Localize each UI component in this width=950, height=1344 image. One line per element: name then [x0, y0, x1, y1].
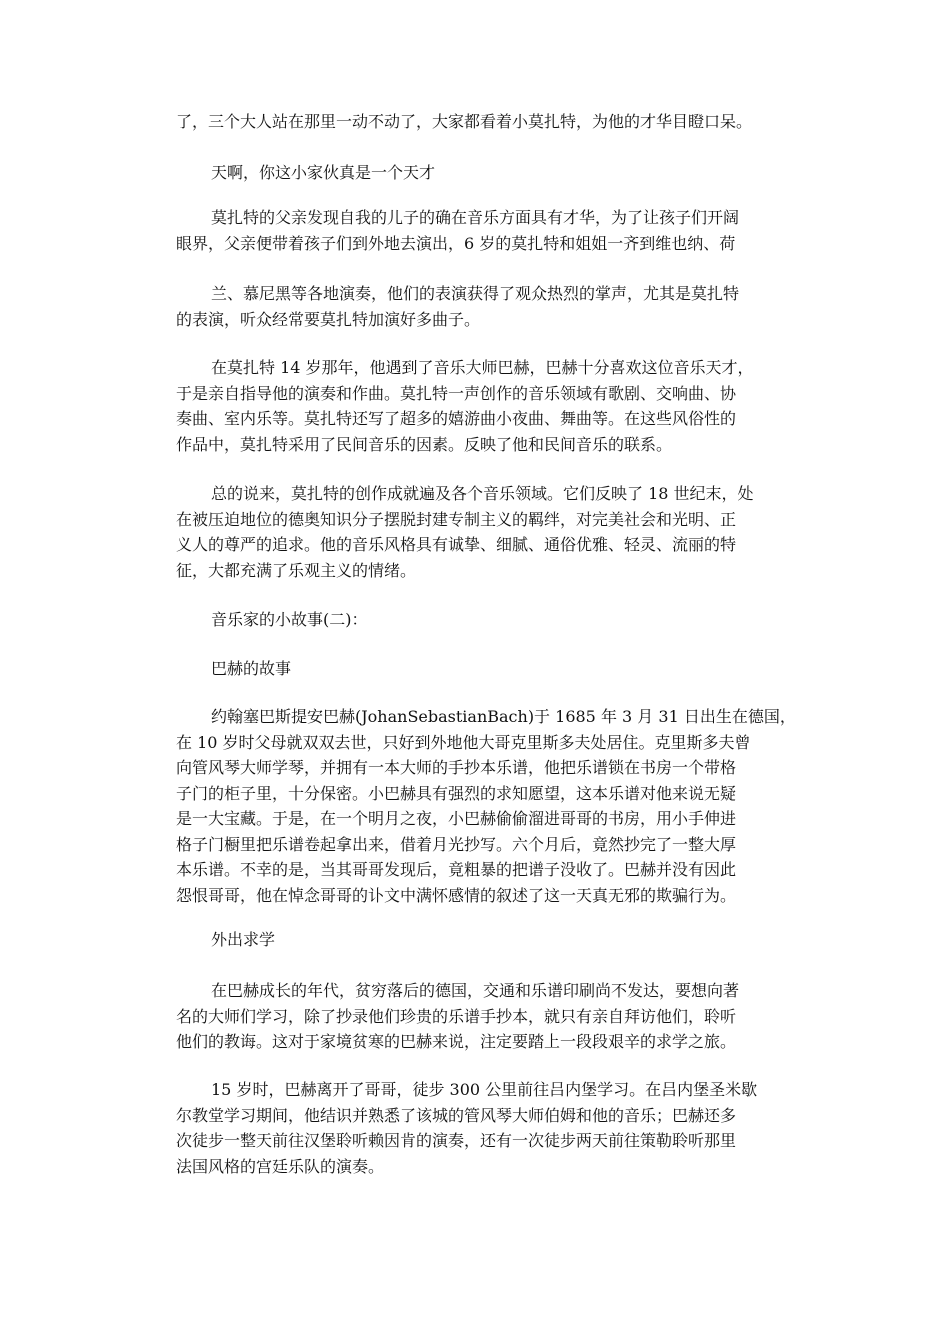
text-line: 本乐谱。不幸的是，当其哥哥发现后，竟粗暴的把谱子没收了。巴赫并没有因此 [176, 860, 737, 879]
paragraph [176, 656, 796, 682]
text-line: 征，大都充满了乐观主义的情绪。 [176, 560, 417, 580]
text-line: 在巴赫成长的年代，贫穷落后的德国，交通和乐谱印刷尚不发达，要想向著 [211, 981, 740, 1000]
text-line: 天啊，你这小家伙真是一个天才 [211, 163, 436, 182]
paragraph [176, 927, 796, 953]
paragraph [176, 205, 796, 256]
paragraph [176, 355, 796, 457]
paragraph [176, 160, 796, 186]
text-line: 向管风琴大师学琴，并拥有一本大师的手抄本乐谱，他把乐谱锁在书房一个带格 [176, 758, 737, 777]
text-line: 义人的尊严的追求。他的音乐风格具有诚挚、细腻、通俗优雅、轻灵、流丽的特 [176, 535, 737, 554]
text-line: 尔教堂学习期间，他结识并熟悉了该城的管风琴大师伯姆和他的音乐；巴赫还多 [176, 1105, 737, 1125]
text-line: 子门的柜子里，十分保密。小巴赫具有强烈的求知愿望，这本乐谱对他来说无疑 [176, 783, 737, 803]
text-line: 了，三个大人站在那里一动不动了，大家都看着小莫扎特，为他的才华目瞪口呆。 [176, 112, 753, 131]
text-line: 是一大宝藏。于是，在一个明月之夜，小巴赫偷偷溜进哥哥的书房，用小手伸进 [176, 809, 737, 828]
text-line: 奏曲、室内乐等。莫扎特还写了超多的嬉游曲小夜曲、舞曲等。在这些风俗性的 [176, 409, 737, 428]
text-line: 外出求学 [211, 930, 276, 949]
paragraph [176, 481, 796, 583]
paragraph [176, 978, 796, 1055]
text-line: 音乐家的小故事(二)： [211, 610, 368, 629]
text-line: 约翰塞巴斯提安巴赫(JohanSebastianBach)于 1685 年 3 月 31 日出生在德国， [211, 707, 796, 726]
text-line: 15 岁时，巴赫离开了哥哥，徒步 300 公里前往吕内堡学习。在吕内堡圣米歇 [211, 1080, 758, 1099]
text-line: 莫扎特的父亲发现自我的儿子的确在音乐方面具有才华，为了让孩子们开阔 [211, 208, 740, 227]
paragraph [176, 109, 796, 135]
text-line: 作品中，莫扎特采用了民间音乐的因素。反映了他和民间音乐的联系。 [176, 434, 673, 454]
text-line: 在被压迫地位的德奥知识分子摆脱封建专制主义的羁绊，对完美社会和光明、正 [176, 509, 737, 529]
paragraph [176, 1077, 796, 1179]
text-line: 在 10 岁时父母就双双去世，只好到外地他大哥克里斯多夫处居住。克里斯多夫曾 [176, 732, 751, 752]
text-line: 眼界，父亲便带着孩子们到外地去演出，6 岁的莫扎特和姐姐一齐到维也纳、荷 [176, 233, 736, 253]
text-line: 在莫扎特 14 岁那年，他遇到了音乐大师巴赫，巴赫十分喜欢这位音乐天才， [211, 358, 754, 377]
text-line: 总的说来，莫扎特的创作成就遍及各个音乐领域。它们反映了 18 世纪末，处 [211, 484, 754, 503]
text-line: 次徒步一整天前往汉堡聆听赖因肯的演奏，还有一次徒步两天前往策勒聆听那里 [176, 1131, 737, 1150]
text-line: 于是亲自指导他的演奏和作曲。莫扎特一声创作的音乐领域有歌剧、交响曲、协 [176, 383, 737, 403]
text-line: 怨恨哥哥，他在悼念哥哥的讣文中满怀感情的叙述了这一天真无邪的欺骗行为。 [176, 885, 737, 905]
text-line: 格子门橱里把乐谱卷起拿出来，借着月光抄写。六个月后，竟然抄完了一整大厚 [176, 834, 737, 854]
text-line: 巴赫的故事 [211, 659, 292, 678]
text-line: 的表演，听众经常要莫扎特加演好多曲子。 [176, 309, 481, 329]
paragraph [176, 607, 796, 633]
paragraph [176, 281, 796, 332]
text-line: 法国风格的宫廷乐队的演奏。 [176, 1156, 385, 1176]
text-line: 他们的教诲。这对于家境贫寒的巴赫来说，注定要踏上一段段艰辛的求学之旅。 [176, 1032, 737, 1051]
text-line: 兰、慕尼黑等各地演奏，他们的表演获得了观众热烈的掌声，尤其是莫扎特 [211, 284, 740, 303]
text-line: 名的大师们学习，除了抄录他们珍贵的乐谱手抄本，就只有亲自拜访他们，聆听 [176, 1006, 737, 1026]
paragraph [176, 704, 796, 908]
